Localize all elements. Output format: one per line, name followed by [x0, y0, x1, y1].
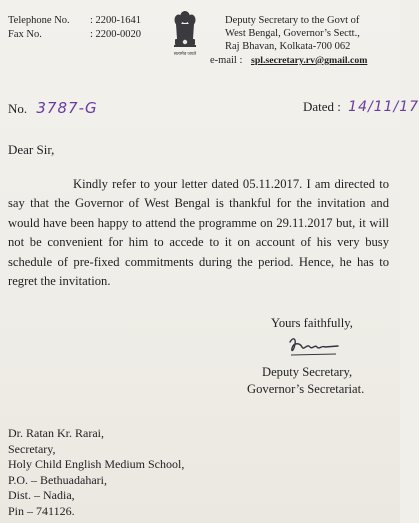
- reference-label: No.: [8, 101, 28, 116]
- date-value: 14/11/17: [348, 99, 419, 115]
- telephone-label: Telephone No.: [8, 15, 70, 26]
- recipient-address: [8, 426, 288, 520]
- state-emblem-icon: [171, 8, 199, 60]
- office-line-3: Raj Bhavan, Kolkata-700 062: [225, 41, 351, 52]
- address-line: P.O. – Bethuadahari,: [8, 472, 107, 487]
- reference-number: [8, 99, 98, 117]
- letter-date: [303, 99, 419, 115]
- email-link[interactable]: spl.secretary.rv@gmail.com: [251, 55, 368, 66]
- signatory-title: Deputy Secretary,: [262, 365, 353, 379]
- closing: Yours faithfully,: [271, 316, 353, 330]
- telephone-value: : 2200-1641: [90, 15, 142, 26]
- handwritten-signature: [286, 334, 344, 360]
- fax-label: Fax No.: [8, 29, 42, 40]
- fax-line: [8, 29, 142, 41]
- email-label: e-mail :: [210, 55, 243, 66]
- salutation: Dear Sir,: [8, 142, 55, 157]
- office-line-2: West Bengal, Governor’s Sectt.,: [225, 28, 360, 39]
- telephone-line: [8, 15, 142, 27]
- emblem-motto: सत्यमेव जयते: [173, 51, 197, 56]
- reference-value: 3787-G: [36, 99, 98, 117]
- address-line: Dist. – Nadia,: [8, 488, 75, 503]
- address-line: Dr. Ratan Kr. Rarai,: [8, 426, 104, 440]
- signatory-office: Governor’s Secretariat.: [247, 382, 365, 396]
- body-paragraph: Kindly refer to your letter dated 05.11.2017. I am directed to say that the Governor of West Bengal is thankful for the invitation and would have been happy to attend the programme on 29.11.2017 but, it will not be convenient for him to accede to it on account of his very busy schedule of pre-fixed commitments during the period. Hence, he has to regret the invitation.: [8, 177, 389, 289]
- office-line-1: Deputy Secretary to the Govt of: [225, 15, 360, 26]
- address-line: Pin – 741126.: [8, 503, 75, 518]
- fax-value: : 2200-0020: [90, 29, 142, 40]
- address-line: Secretary,: [8, 441, 56, 456]
- email-line: [210, 55, 367, 67]
- date-label: Dated :: [303, 99, 341, 114]
- address-line: Holy Child English Medium School,: [8, 457, 185, 472]
